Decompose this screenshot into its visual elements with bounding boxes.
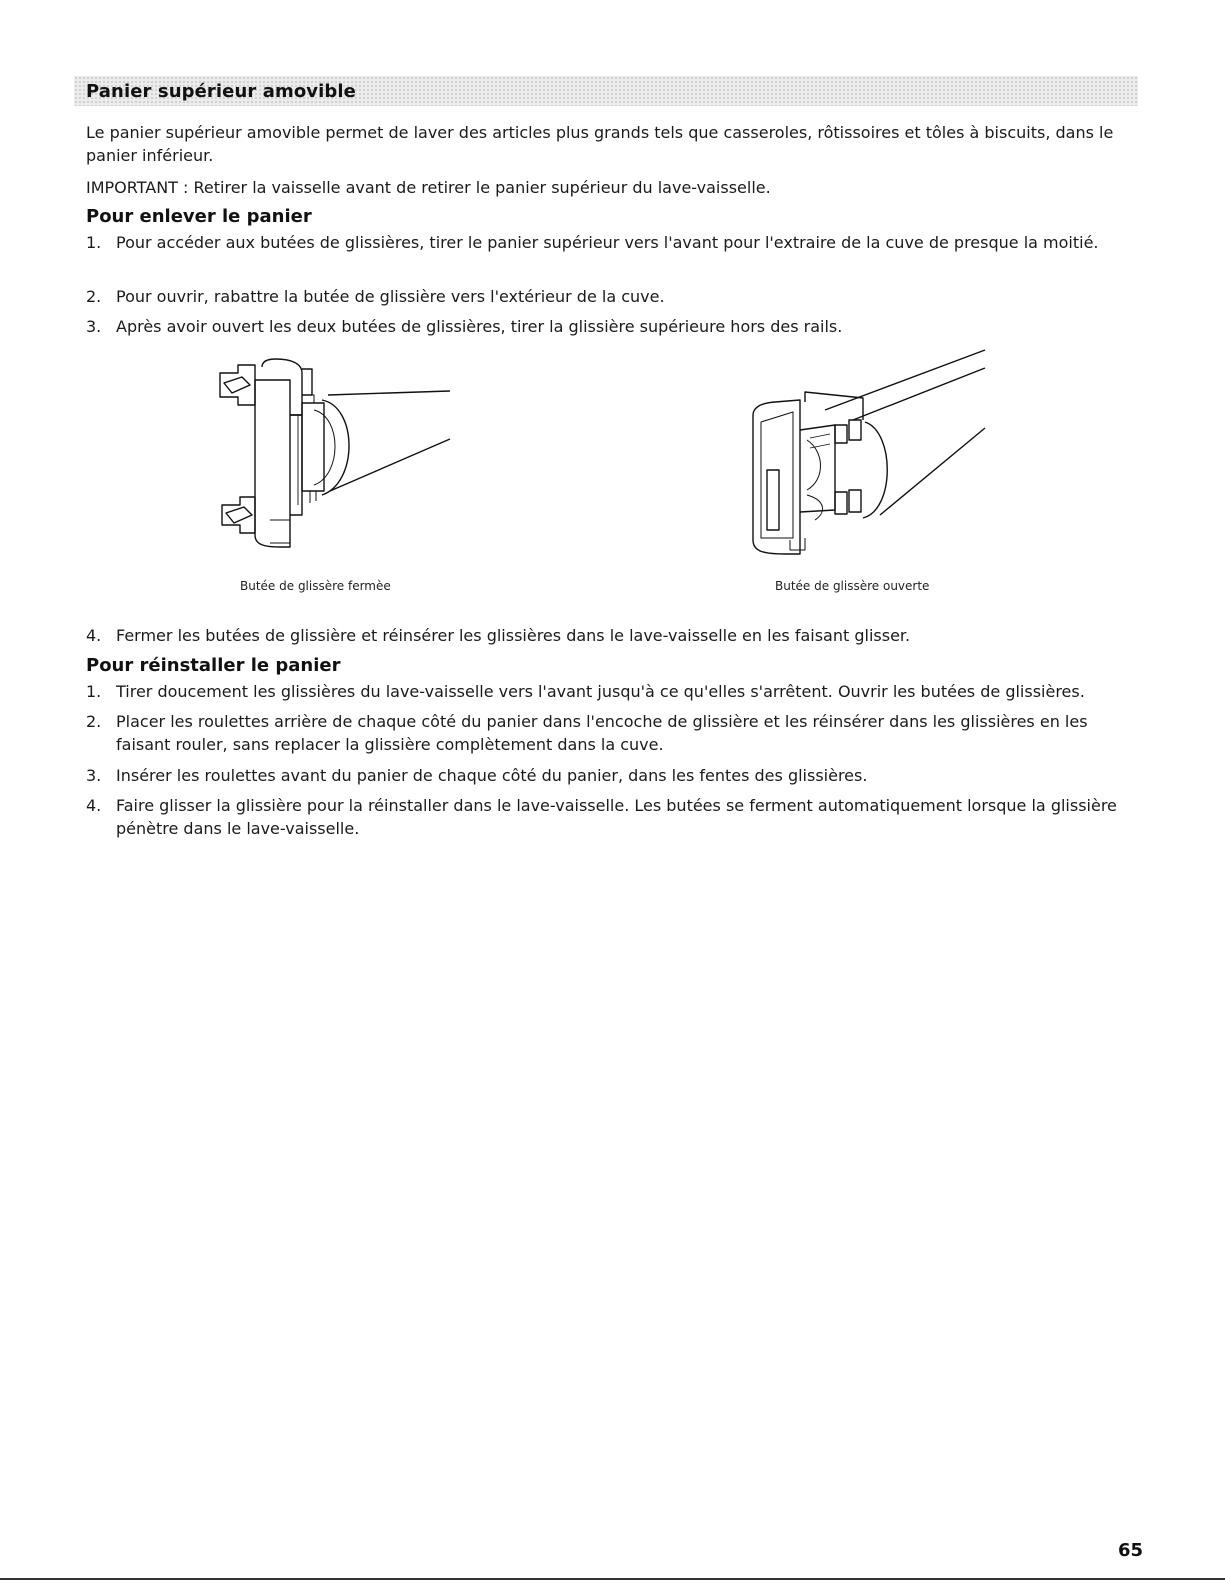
reinstall-step <box>86 710 1136 756</box>
intro-paragraph: Le panier supérieur amovible permet de laver des articles plus grands tels que casseroles, rôtissoires et tôles à biscuits, dans le panier inférieur. <box>86 123 1114 165</box>
step-text: Pour accéder aux butées de glissières, tirer le panier supérieur vers l'avant pour l'extraire de la cuve de presque la moitié. <box>116 233 1099 252</box>
step-number: 3. <box>86 317 102 336</box>
remove-step <box>86 624 1136 647</box>
step-number: 1. <box>86 682 102 701</box>
step-text: Faire glisser la glissière pour la réinstaller dans le lave-vaisselle. Les butées se ferment automatiquement lorsque la glissière pénètre dans le lave-vaisselle. <box>116 796 1117 838</box>
open-slide-stop-illustration <box>745 340 995 560</box>
open-stop-caption: Butée de glissère ouverte <box>775 579 930 593</box>
step-text: Tirer doucement les glissières du lave-vaisselle vers l'avant jusqu'à ce qu'elles s'arrêtent. Ouvrir les butées de glissières. <box>116 682 1085 701</box>
step-number: 1. <box>86 233 102 252</box>
remove-step <box>86 231 1136 254</box>
remove-step <box>86 315 1136 338</box>
reinstall-step <box>86 764 1136 787</box>
remove-heading: Pour enlever le panier <box>86 206 312 227</box>
step-number: 4. <box>86 796 102 815</box>
step-text: Fermer les butées de glissière et réinsérer les glissières dans le lave-vaisselle en les faisant glisser. <box>116 626 911 645</box>
step-number: 2. <box>86 712 102 731</box>
reinstall-step <box>86 680 1136 703</box>
step-number: 4. <box>86 626 102 645</box>
step-text: Placer les roulettes arrière de chaque côté du panier dans l'encoche de glissière et les réinsérer dans les glissières en les faisant rouler, sans replacer la glissière complètement dans la cuve. <box>116 712 1088 754</box>
closed-slide-stop-illustration <box>210 355 460 555</box>
remove-step <box>86 285 1136 308</box>
reinstall-step <box>86 794 1136 840</box>
section-title-band <box>74 76 1138 106</box>
step-text: Pour ouvrir, rabattre la butée de glissière vers l'extérieur de la cuve. <box>116 287 665 306</box>
page-number: 65 <box>1118 1540 1144 1561</box>
step-number: 2. <box>86 287 102 306</box>
step-text: Après avoir ouvert les deux butées de glissières, tirer la glissière supérieure hors des rails. <box>116 317 843 336</box>
important-note: IMPORTANT : Retirer la vaisselle avant de retirer le panier supérieur du lave-vaisselle. <box>86 178 771 197</box>
step-number: 3. <box>86 766 102 785</box>
page-title: Panier supérieur amovible <box>86 81 356 102</box>
bottom-divider <box>0 1578 1225 1580</box>
closed-stop-caption: Butée de glissère fermèe <box>240 579 391 593</box>
step-text: Insérer les roulettes avant du panier de chaque côté du panier, dans les fentes des glissières. <box>116 766 868 785</box>
reinstall-heading: Pour réinstaller le panier <box>86 655 341 676</box>
